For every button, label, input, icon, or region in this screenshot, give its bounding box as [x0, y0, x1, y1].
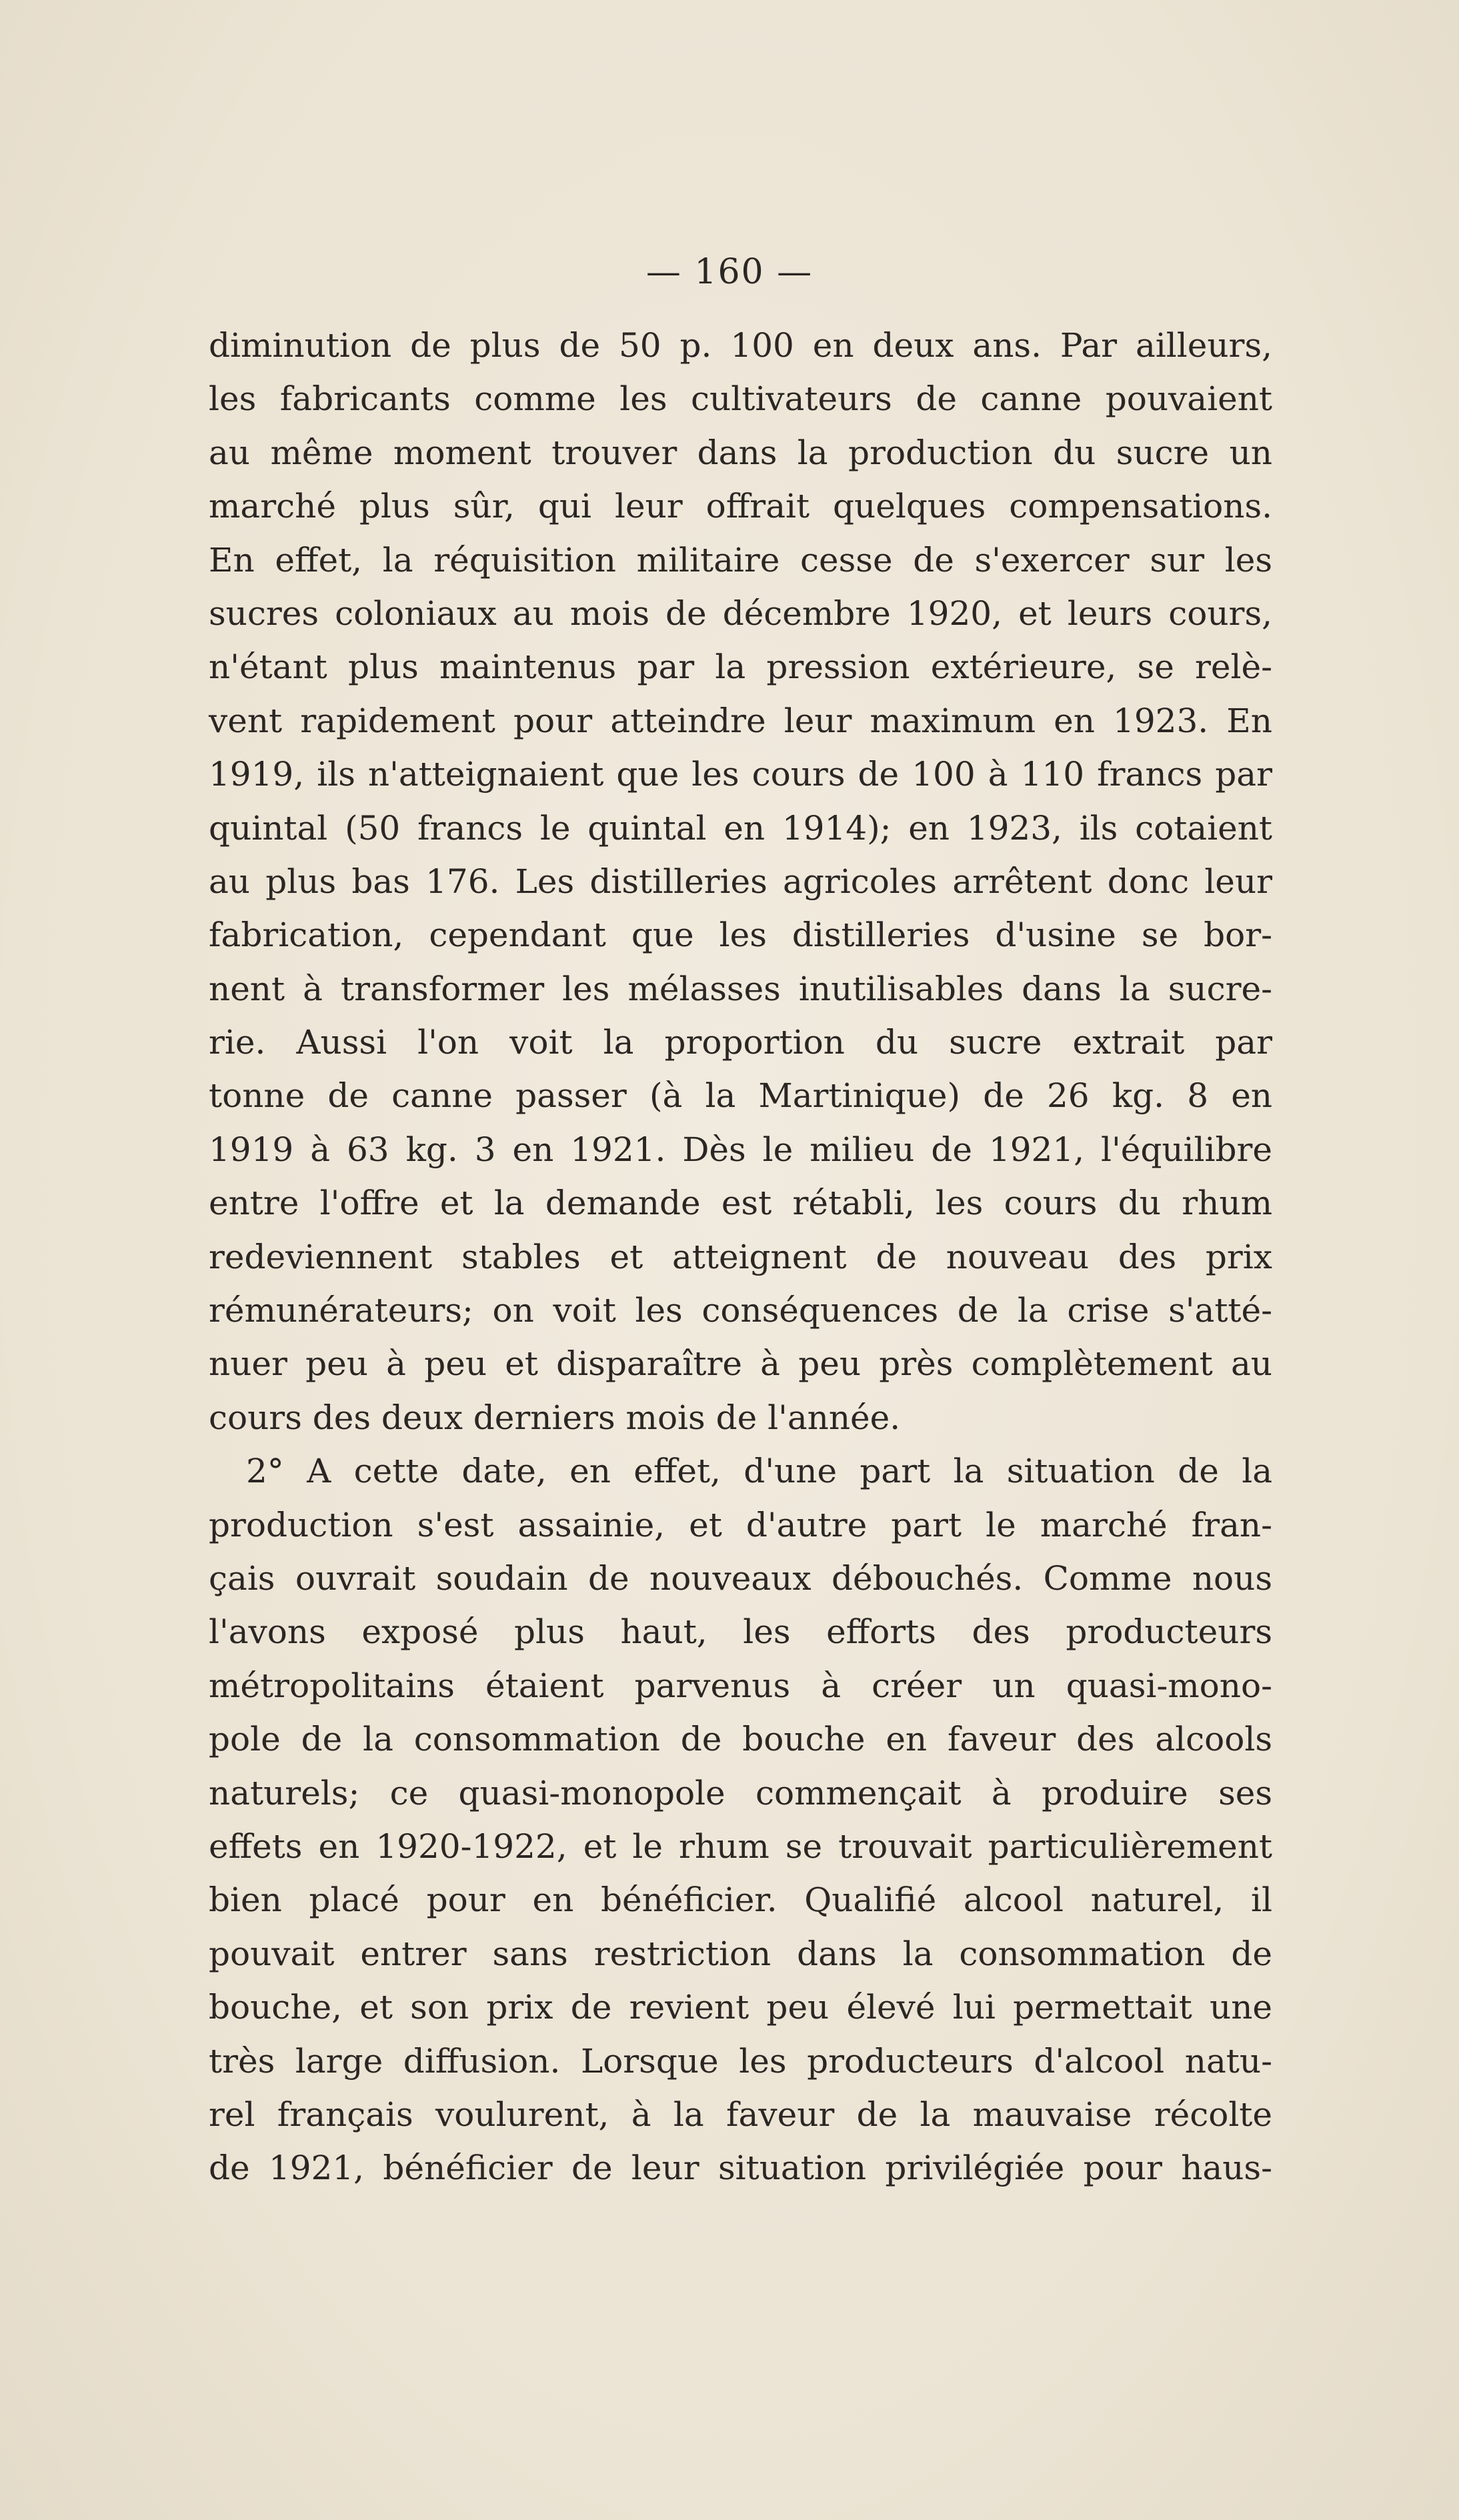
text-line: sucres coloniaux au mois de décembre 1920, et leurs cours, [209, 593, 1272, 633]
text-line: En effet, la réquisition militaire cesse de s'exercer sur les [209, 540, 1272, 579]
text-line: quintal (50 francs le quintal en 1914); en 1923, ils cotaient [209, 808, 1272, 848]
text-line: pouvait entrer sans restriction dans la consommation de [209, 1934, 1272, 1973]
text-line: rel français voulurent, à la faveur de la mauvaise récolte [209, 2095, 1272, 2134]
text-line: effets en 1920-1922, et le rhum se trouvait particulièrement [209, 1826, 1272, 1866]
text-line: n'étant plus maintenus par la pression extérieure, se relè- [209, 648, 1272, 687]
text-line: vent rapidement pour atteindre leur maximum en 1923. En [209, 701, 1272, 740]
text-line: bouche, et son prix de revient peu élevé lui permettait une [209, 1988, 1272, 2027]
text-line: tonne de canne passer (à la Martinique) de 26 kg. 8 en [209, 1076, 1272, 1116]
text-line: 1919, ils n'atteignaient que les cours de 100 à 110 francs par [209, 755, 1272, 794]
text-line: bien placé pour en bénéficier. Qualifié alcool naturel, il [209, 1880, 1272, 1920]
text-line: nuer peu à peu et disparaître à peu près complètement au [209, 1344, 1272, 1384]
text-line: çais ouvrait soudain de nouveaux débouchés. Comme nous [209, 1558, 1272, 1598]
text-line: nent à transformer les mélasses inutilisables dans la sucre- [209, 969, 1272, 1008]
text-line: naturels; ce quasi-monopole commençait à produire ses [209, 1773, 1272, 1812]
text-line: diminution de plus de 50 p. 100 en deux ans. Par ailleurs, [209, 326, 1272, 365]
text-line: les fabricants comme les cultivateurs de canne pouvaient [209, 379, 1272, 419]
text-line: de 1921, bénéficier de leur situation privilégiée pour haus- [209, 2149, 1272, 2188]
text-line: l'avons exposé plus haut, les efforts des producteurs [209, 1612, 1272, 1652]
text-line: pole de la consommation de bouche en faveur des alcools [209, 1720, 1272, 1759]
text-line: entre l'offre et la demande est rétabli, les cours du rhum [209, 1184, 1272, 1223]
text-line: marché plus sûr, qui leur offrait quelques compensations. [209, 487, 1272, 526]
text-line: rie. Aussi l'on voit la proportion du sucre extrait par [209, 1023, 1272, 1062]
paragraph-start-line: 2° A cette date, en effet, d'une part la situation de la [246, 1452, 1272, 1491]
text-line: très large diffusion. Lorsque les producteurs d'alcool natu- [209, 2041, 1272, 2081]
text-line: cours des deux derniers mois de l'année. [209, 1398, 901, 1437]
text-line: fabrication, cependant que les distilleries d'usine se bor- [209, 916, 1272, 955]
text-line: rémunérateurs; on voit les conséquences de la crise s'atté- [209, 1291, 1272, 1330]
text-line: redeviennent stables et atteignent de nouveau des prix [209, 1237, 1272, 1276]
text-line: au même moment trouver dans la production du sucre un [209, 433, 1272, 472]
text-line: au plus bas 176. Les distilleries agricoles arrêtent donc leur [209, 862, 1272, 901]
text-line: 1919 à 63 kg. 3 en 1921. Dès le milieu de 1921, l'équilibre [209, 1130, 1272, 1169]
text-line: production s'est assainie, et d'autre part le marché fran- [209, 1505, 1272, 1544]
body-text [209, 319, 1272, 2195]
page-number: — 160 — [645, 252, 814, 292]
text-line: métropolitains étaient parvenus à créer un quasi-mono- [209, 1666, 1272, 1705]
